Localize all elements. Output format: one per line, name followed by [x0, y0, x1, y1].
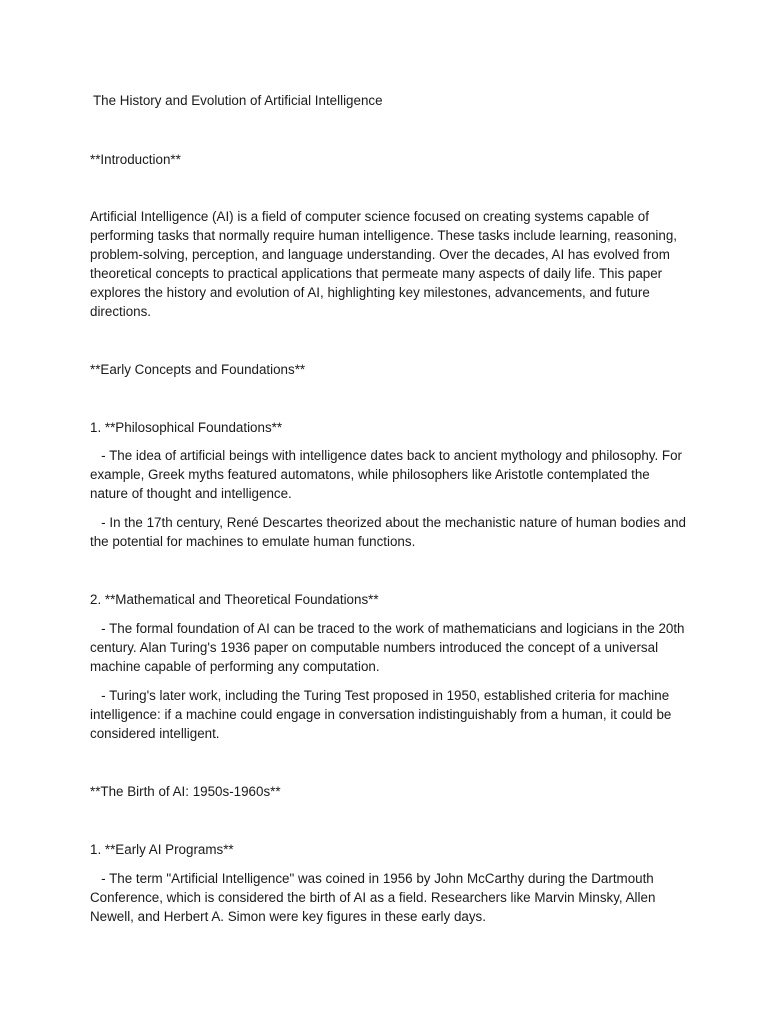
paragraph-mathematical-1: - The formal foundation of AI can be traced to the work of mathematicians and logicians in the 20th century. Alan Turing's 1936 paper on computable numbers introduced the concept of a universal machine capable of performing any computation.	[90, 621, 689, 674]
subheading-philosophical-foundations: 1. **Philosophical Foundations**	[90, 420, 283, 435]
subheading-mathematical-foundations: 2. **Mathematical and Theoretical Foundations**	[90, 592, 379, 607]
paragraph-mathematical-2: - Turing's later work, including the Turing Test proposed in 1950, established criteria for machine intelligence: if a machine could engage in conversation indistinguishably from a human, it could be considered intelligent.	[90, 688, 676, 741]
paragraph-early-ai-programs: - The term "Artificial Intelligence" was coined in 1956 by John McCarthy during the Dartmouth Conference, which is considered the birth of AI as a field. Researchers like Marvin Minsky, Allen Newell, and Herbert A. Simon were key figures in these early days.	[90, 871, 660, 924]
section-heading-early-concepts: **Early Concepts and Foundations**	[90, 362, 306, 377]
paragraph-introduction: Artificial Intelligence (AI) is a field of computer science focused on creating systems capable of performing tasks that normally require human intelligence. These tasks include learning, reasoning, problem-solving, perception, and language understanding. Over the decades, AI has evolved from theoretical concepts to practical applications that permeate many aspects of daily life. This paper explores the history and evolution of AI, highlighting key milestones, advancements, and future directions.	[90, 209, 678, 319]
document-title: The History and Evolution of Artificial Intelligence	[93, 93, 383, 108]
section-heading-birth-of-ai: **The Birth of AI: 1950s-1960s**	[90, 784, 281, 799]
subheading-early-ai-programs: 1. **Early AI Programs**	[90, 842, 234, 857]
section-heading-introduction: **Introduction**	[90, 152, 181, 167]
paragraph-philosophical-1: - The idea of artificial beings with intelligence dates back to ancient mythology and philosophy. For example, Greek myths featured automatons, while philosophers like Aristotle contemplated the nature of thought and intelligence.	[90, 448, 686, 501]
paragraph-philosophical-2: - In the 17th century, René Descartes theorized about the mechanistic nature of human bodies and the potential for machines to emulate human functions.	[90, 515, 690, 549]
